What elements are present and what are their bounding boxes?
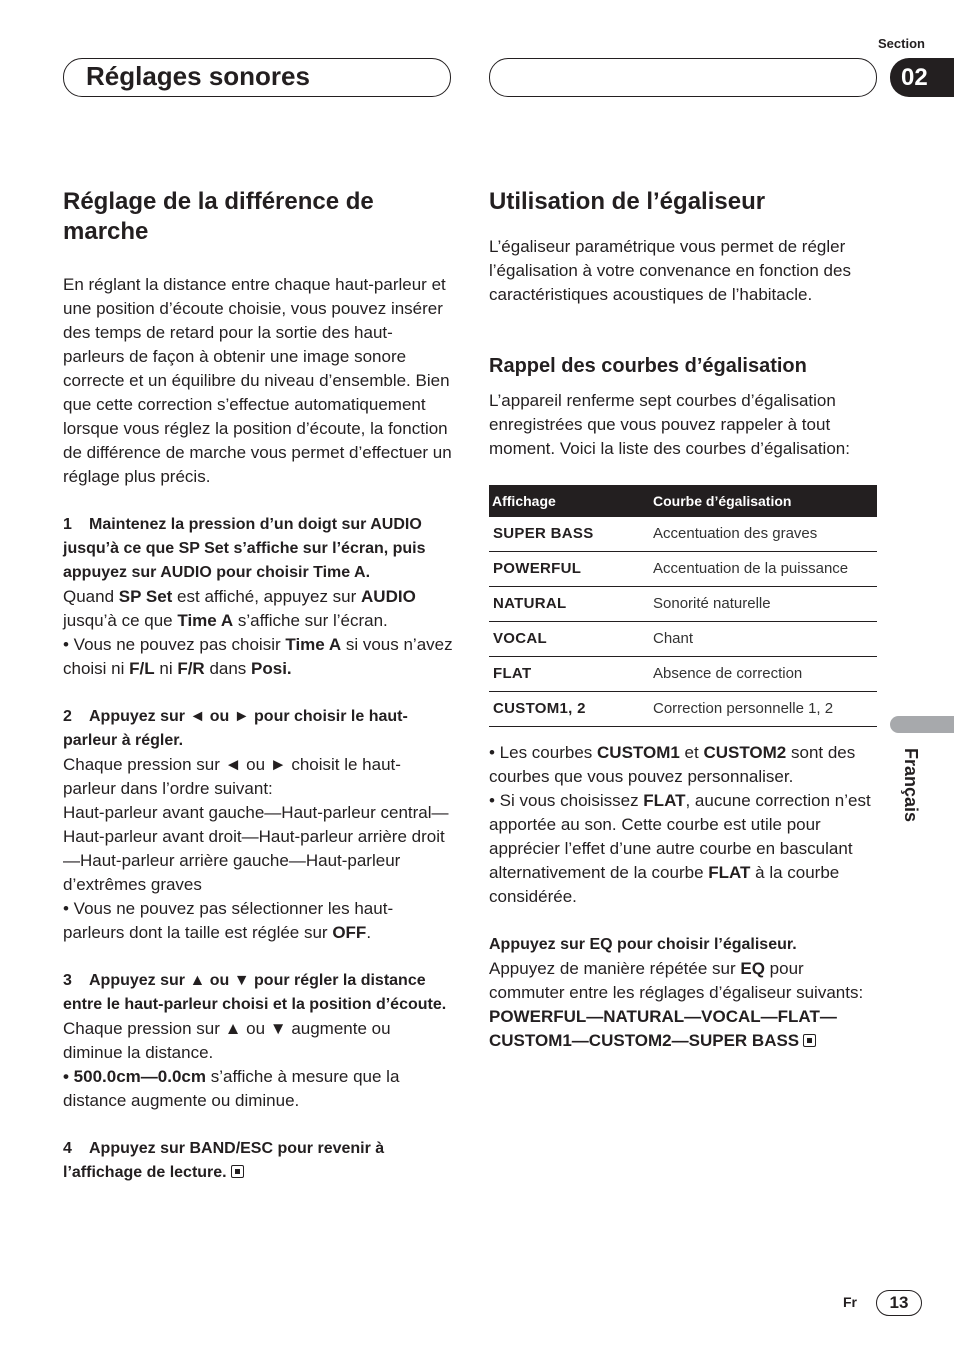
table-row: CUSTOM1, 2 Correction personnelle 1, 2 [489,692,877,727]
step-2 [63,705,453,945]
left-column [63,187,453,1185]
step-4-heading: 4 Appuyez sur BAND/ESC pour revenir à l’affichage de lecture. [63,1140,385,1181]
eq-step [489,933,879,1053]
eq-sequence: POWERFUL—NATURAL—VOCAL—FLAT—CUSTOM1—CUSTOM2—SUPER BASS [489,1007,837,1050]
step-3-heading: 3 Appuyez sur ▲ ou ▼ pour régler la distance entre le haut-parleur choisi et la position d’écoute. [63,972,447,1013]
eq-step-body: Appuyez de manière répétée sur EQ pour commuter entre les réglages d’égaliseur suivants: [489,959,864,1002]
table-row: FLAT Absence de correction [489,657,877,692]
eq-step-heading: Appuyez sur EQ pour choisir l’égaliseur. [489,936,797,953]
step-1-heading: 1 Maintenez la pression d’un doigt sur AUDIO jusqu’à ce que SP Set s’affiche sur l’écran, puis appuyez sur AUDIO pour choisir Time A. [63,513,453,585]
language-label: Français [901,748,921,823]
end-mark-icon [803,1034,816,1047]
step-2-order: Haut-parleur avant gauche—Haut-parleur central—Haut-parleur avant droit—Haut-parleur arrière droit—Haut-parleur arrière gauche—Haut-parleur d’extrêmes graves [63,803,449,894]
section-label: Section [878,36,925,51]
step-2-note: • Vous ne pouvez pas sélectionner les haut-parleurs dont la taille est réglée sur OFF. [63,899,394,942]
page-title: Réglages sonores [86,61,310,91]
table-row: VOCAL Chant [489,622,877,657]
table-row: SUPER BASS Accentuation des graves [489,517,877,552]
step-3 [63,969,453,1113]
left-intro: En réglant la distance entre chaque haut-parleur et une position d’écoute choisie, vous pouvez insérer des temps de retard pour la sortie des haut-parleurs de façon à obtenir une image sonore correcte et un équilibre du niveau d’ensemble. Bien que cette correction s’effectue automatiquement lorsque vous réglez la position d’écoute, la fonction de différence de marche vous permet d’effectuer un réglage plus précis. [63,275,452,486]
right-heading: Utilisation de l’égaliseur [489,188,766,215]
table-header-row [489,485,877,517]
step-2-heading: 2 Appuyez sur ◄ ou ► pour choisir le haut-parleur à régler. [63,708,408,749]
step-number: 1 [63,516,72,533]
right-intro: L’égaliseur paramétrique vous permet de régler l’égalisation à votre convenance en fonction des caractéristiques acoustiques de l’habitacle. [489,237,851,304]
step-3-body: Chaque pression sur ▲ ou ▼ augmente ou diminue la distance. [63,1019,391,1062]
eq-sub-intro: L’appareil renferme sept courbes d’égalisation enregistrées que vous pouvez rappeler à tout moment. Voici la liste des courbes d’égalisation: [489,391,850,458]
eq-curves-table [489,485,877,727]
table-header-display: Affichage [489,485,638,517]
end-mark-icon [231,1165,244,1178]
step-2-body: Chaque pression sur ◄ ou ► choisit le haut-parleur dans l’ordre suivant: [63,755,401,798]
page-number: 13 [876,1290,922,1316]
language-tab-marker [890,716,954,733]
step-1-body: Quand SP Set est affiché, appuyez sur AUDIO jusqu’à ce que Time A s’affiche sur l’écran. [63,587,416,630]
footer-language: Fr [843,1294,857,1310]
left-heading: Réglage de la différence de marche [63,188,374,245]
right-column [489,187,879,1053]
step-1-note: • Vous ne pouvez pas choisir Time A si vous n’avez choisi ni F/L ni F/R dans Posi. [63,635,453,678]
table-row: POWERFUL Accentuation de la puissance [489,552,877,587]
table-header-curve: Courbe d’égalisation [638,485,877,517]
flat-note: • Si vous choisissez FLAT, aucune correction n’est apportée au son. Cette courbe est utile pour apprécier l’effet d’une autre courbe en basculant alternativement de la courbe FLAT à la courbe considérée. [489,791,871,906]
eq-subheading: Rappel des courbes d’égalisation [489,355,807,377]
step-3-note: • 500.0cm—0.0cm s’affiche à mesure que la distance augmente ou diminue. [63,1067,400,1110]
blank-frame [489,58,877,97]
custom-note: • Les courbes CUSTOM1 et CUSTOM2 sont des courbes que vous pouvez personnaliser. [489,743,856,786]
step-1 [63,513,453,681]
key-label: AUDIO [370,516,422,533]
table-row: NATURAL Sonorité naturelle [489,587,877,622]
step-4 [63,1137,453,1185]
section-number-badge: 02 [890,58,954,97]
